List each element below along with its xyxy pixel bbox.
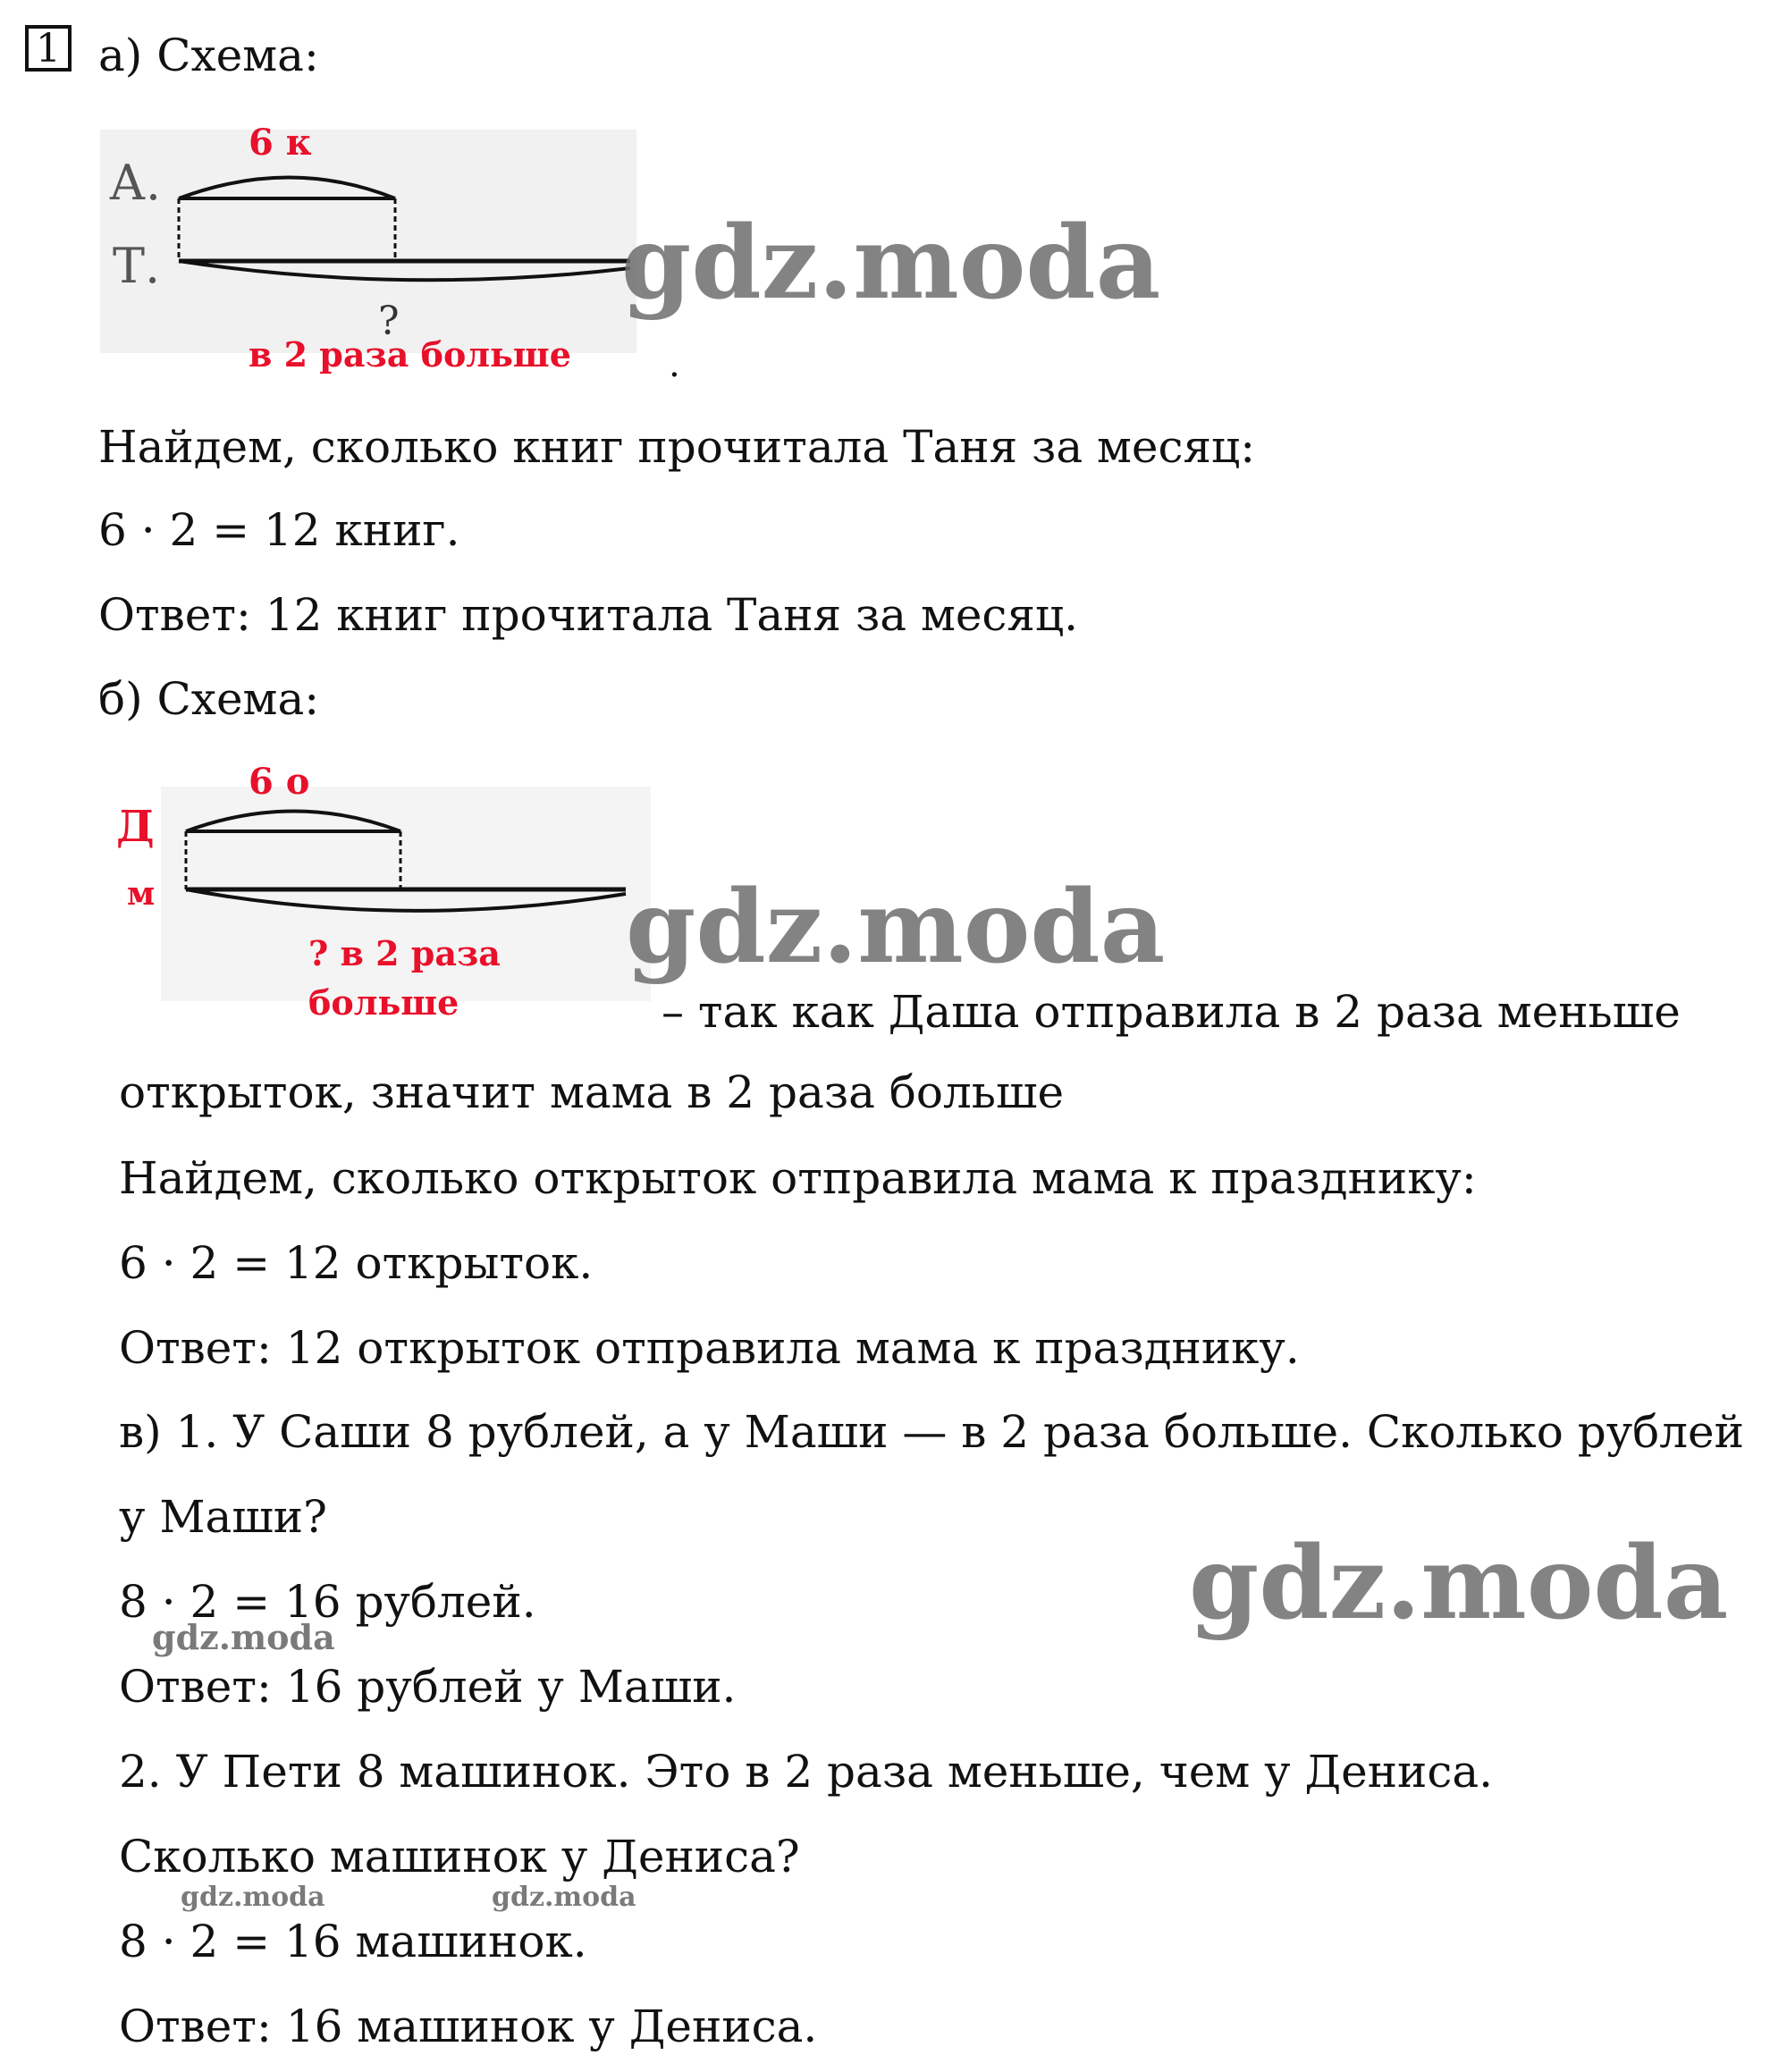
scheme-b-top-label: 6 о <box>249 761 310 803</box>
scheme-a-background <box>100 130 636 353</box>
part-c-problem2-line2: Сколько машинок у Дениса? <box>119 1831 800 1882</box>
part-a-calc: 6 · 2 = 12 книг. <box>98 504 460 556</box>
part-c-problem2-answer: Ответ: 16 машинок у Дениса. <box>119 2000 818 2052</box>
scheme-b-row2-label: м <box>127 875 156 913</box>
watermark-small-3: gdz.moda <box>492 1882 636 1913</box>
scheme-a-top-label: 6 к <box>249 122 312 164</box>
part-c-problem2-calc: 8 · 2 = 16 машинок. <box>119 1916 587 1967</box>
part-b-explain-2: открыток, значит мама в 2 раза больше <box>119 1066 1065 1118</box>
part-a-find-text: Найдем, сколько книг прочитала Таня за месяц: <box>98 421 1256 473</box>
scheme-b-bottom-label-1: ? в 2 раза <box>308 933 501 973</box>
part-b-find-text: Найдем, сколько открыток отправила мама к празднику: <box>119 1152 1477 1204</box>
scheme-b-bottom-label-2: больше <box>308 982 459 1023</box>
watermark-logo-3: gdz.moda <box>1189 1525 1729 1642</box>
watermark-logo-2: gdz.moda <box>626 869 1166 986</box>
part-b-answer: Ответ: 12 открыток отправила мама к празднику. <box>119 1322 1300 1374</box>
watermark-small-2: gdz.moda <box>181 1882 325 1913</box>
scheme-a-row1-label: А. <box>109 155 162 211</box>
scheme-a-row2-label: Т. <box>113 238 161 294</box>
part-c-problem1-calc: 8 · 2 = 16 рублей. <box>119 1576 536 1628</box>
part-b-calc: 6 · 2 = 12 открыток. <box>119 1237 594 1289</box>
stray-dot: . <box>669 344 680 385</box>
part-c-problem2-line1: 2. У Пети 8 машинок. Это в 2 раза меньше, чем у Дениса. <box>119 1746 1494 1798</box>
part-b-explain-1: – так как Даша отправила в 2 раза меньше <box>662 986 1681 1038</box>
part-c-problem1-answer: Ответ: 16 рублей у Маши. <box>119 1661 737 1713</box>
watermark-logo-1: gdz.moda <box>621 205 1161 322</box>
part-b-heading: б) Схема: <box>98 673 320 725</box>
part-c-problem1-line2: у Маши? <box>119 1491 327 1543</box>
part-a-answer: Ответ: 12 книг прочитала Таня за месяц. <box>98 589 1079 641</box>
scheme-a-bottom-label: в 2 раза больше <box>249 334 571 375</box>
part-a-heading: а) Схема: <box>98 29 319 81</box>
part-c-problem1-line1: в) 1. У Саши 8 рублей, а у Маши — в 2 раза больше. Сколько рублей <box>119 1406 1744 1458</box>
scheme-a-question-mark: ? <box>378 299 400 344</box>
watermark-small-1: gdz.moda <box>152 1617 335 1657</box>
scheme-b-row1-label: Д <box>116 802 155 852</box>
task-number: 1 <box>36 26 61 72</box>
